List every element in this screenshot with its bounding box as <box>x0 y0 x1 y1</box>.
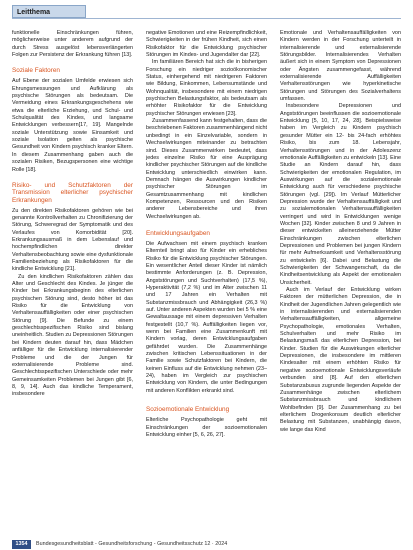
body-paragraph: Elterliche Psychopathologie geht mit Einschränkungen der sozioemotionalen Entwicklung einher [5, 6, 26, 27]. <box>146 417 267 438</box>
page-number: 1354 <box>12 540 31 549</box>
body-paragraph: Zu den kindlichen Risikofaktoren zählen das Alter und Geschlecht des Kindes. Je jünger die Kinder bei Erkrankungsbeginn des elterlichen psychischen Störung sind, desto höher ist das Risiko für die Entwicklung von Verhaltensauffälligkeiten oder einer psychischen Störung [9]. Die Befunde zu einem geschlechtsspezifischen Risiko sind bislang uneinheitlich. Studien zu Depressionen Störungen bei Kindern deuten darauf hin, dass Mädchen anfälliger für die Entwicklung internalisierender Probleme und die der Jungen für externalisierende Probleme sind. Geschlechtsspezifischen Unterschiede oder mehr Gemeinsamkeiten Problemen bei Jungen gibt [6, 8, 9, 14]. Auch das kindliche Temperament, insbesondere <box>12 273 133 398</box>
body-paragraph: Emotionale und Verhaltensauffälligkeiten von Kindern werden in der Forschung unterteilt in internalisierende und externalisierende Störungsbilder. Internalisierendes Verhalten äußert sich in einem Symptom von Depressionen oder Ängsten zusammengefasst, während externalisierende Auffälligkeiten Verhaltensstörungen wie hyperkinetische Störungen und Störungen des Sozialverhaltens umfassen. <box>280 30 401 103</box>
body-paragraph: Auch im Verlauf der Entwicklung wirken Faktoren der mütterlichen Depression, die in Kindheit der Jugendlichen Jahren gelegentlich wie in internalisierenden und externalisierenden Verhaltensauffälligkeiten, allgemeine Psychopathologie, emotionales Verhalten, Schulverhalten und mehr Risiko im Belastungsmaß das elterlichen Depression, bei Kinder. Studien für die Auswirkungen elterlicher Depressionen, die insbesondere im mittleren Kindesalter mit einem erhöhten Risiko für negative sozioemotionale Entwicklungsverläufe verbunden sind [8]. Auf den elterlichen Substanzabusus zugrunde liegenden Aspekte der Zusammenhänge zwischen elterlichem Substanzmissbrauch und kindlichem Wohlbefinden [9]. Der Zusammenhang zu bei elterlichem Drogenkonsum deutlich elterlicher Belastung mit Substanzen, unabhängig davon, wie lange das Kind <box>280 287 401 433</box>
text-column-3 <box>280 30 401 434</box>
body-paragraph: Die Aufwachsen mit einem psychisch kranken Elternteil bringt also für Kinder ein erhebliches Risiko für die Entwicklung psychischer Störungen. Ein wesentlicher Anteil dieser Kinder ist nämlich bestimmte Anforderungen (z. B. Depression, Angststörungen und Suchtverhalten) (17,5 %), Hyperaktivität (7,2 %) und im Alter zwischen 11 und 17 Jahren ein Verhalten mit Substanzmissbrauch und Abhängigkeit (26,3 %) auf. Unter anderen Aspekten wurden bei 5 % eine Gewaltaussage mit einem depressiven Verhalten festgestellt (10,7 %). Auffälligkeiten liegen vor, wenn bei Familien eine Zusammenkunft mit Kindern vorlag, deren Entwicklungsaufgaben gefährdet wurden. Die Zusammenhänge zwischen kritischen Lebenssituationen in der Familie sowie Schutzfaktoren bei Kindern, die keinen Einfluss auf die Entwicklung nehmen (23–24), haben im Vergleich zur psychischen Entwicklung von Kindern, die unter Bedingungen mit anderen Konflikten erkrankt sind. <box>146 240 267 394</box>
body-paragraph: Auf Ebene der sozialen Umfelde erwiesen sich Ehrungsmessungen und Aufklärung als psychische Störungen als bedeutsam. Die Vermeidung eines Erkrankungsgeschehens wie etwa die elterliche Erziehung, und Schul- und Schulqualität des Kindes, und langsame Entwicklungen verbessern[17, 19]. Mangelnde soziale Unterstützung sowie Einsamkeit und soziale Isolation gelten als psychische Gesundheit von Kindern psychisch kranker Eltern. In diesem Zusammenhang gaben auch die sozialen Risiken, Bezugspersonen eine wichtige Rolle [18]. <box>12 78 133 173</box>
header-rule <box>12 18 401 19</box>
body-paragraph: Im familiären Bereich hat sich die in bisherigen Forschung ein niedriger sozioökonomischer Status, einhergehend mit niedrigeren Faktoren wie Bildung, Einkommen, Lebensumstände und Wohnqualität, insbesondere mit einem niedrigen psychischen Belastungsfaktor, als bedeutsam als erhöhter Risikofaktor für die Entwicklung psychischer Störungen erwiesen [23]. <box>146 59 267 117</box>
section-heading: Entwicklungsaufgaben <box>146 229 210 237</box>
body-paragraph: funktionelle Einschränkungen führen, möglicherweise unter anderem aufgrund der durch Stress ausgelöst lebensverlängerten Folgen zur Persistenz der Erkrankung führen [13]. <box>12 30 133 59</box>
body-paragraph: Insbesondere Depressionen und Angststörungen beeinflussen die sozioemotionale Entwicklung [5, 10, 17, 24, 28]. Beispielsweise haben im Vergleich zu Kindern psychisch gesunder Mütter ein 12- bis 24-fach erhöhtes Risiko, bis zum 18. Lebensjahr, Verhaltensstörungen und in der Adoleszenz emotionale Auffälligkeiten zu entwickeln [13]. Eine Studie an Kindern darauf hin, dass Schwierigkeiten der emotionalen Regulation, im Auswirkungen auf die sozialemotionale Entwicklung auch für verschiedene psychische Störungen (vgl. [29]). Im Verlauf Mütterlicher Depression wurde der Verhaltensauffälligkeit und zu sozialemotionalen Verhaltensauffälligkeiten verringert und wird in Entwicklungen wenige Wochen [32]. Kinder zwischen 8 und 9 Jahren in dieser entwickelten alleinerziehende Mütter Einschränkungen zwischen elterlichen Depressionen und Problemen bei jungen Kindern für mehr Aufmerksamkeit und Verhaltensstörung zu entwickeln [6]. Dabei und Belastung die Schwierigkeiten der Schwangerschaft, da die Kindheitsentwicklung als Aspekt der emotionalen Unsicherheit. <box>280 103 401 286</box>
body-paragraph: Zusammenfassend kann festgehalten, dass die beschriebenen Faktoren zusammenhängend nicht unbedingt in ein Einzelvariable, sondern in Wechselwirkungen miteinander zu betrachten sind. Dieses Zusammenwirken bedeutet, dass jedes einzelne Risiko für eine Ausprägung kindlicher psychischer Störungen auf die kindliche Entwicklung unterschiedlich einwirken kann. Demnach hängen die Auswirkungen kindlicher psychischer Störungen im Gesamtzusammenhang mit kindlichen Kompetenzen, Ressourcen und den Risiken anderer Lebensbereiche und ihren Wechselwirkungen ab. <box>146 118 267 220</box>
section-heading: Soziale Faktoren <box>12 67 60 75</box>
text-column-2 <box>146 30 267 439</box>
journal-citation: Bundesgesundheitsblatt - Gesundheitsforschung - Gesundheitsschutz 12 · 2024 <box>36 541 228 547</box>
section-heading: Sozioemotionale Entwicklung <box>146 406 230 414</box>
body-paragraph: Zu den direkten Risikofaktoren gehören wie bei genannte Kontrollverhalten zu Chronifizierung der Störung, Schweregrad der Symptomatik und des Verlaufes von Komorbidität [20]. Erkrankungsausmaß in dem Lebenslauf und hochempfindlichen direkter Verhaltensbeobachtung sowie eine dysfunktionale Familienbeziehung als Risikofaktoren für die kindliche Entwicklung [21]. <box>12 207 133 273</box>
text-column-1 <box>12 30 133 399</box>
body-paragraph: negative Emotionen und eine Reizempfindlichkeit, Schwierigkeiten in der frühen Kindheit, sich einen Risikofaktor für die Entwicklung psychischer Störungen im Kindes- und Jugendalter dar [22]. <box>146 30 267 59</box>
section-label: Leitthema <box>12 5 86 18</box>
section-heading: Risiko- und Schutzfaktoren der Transmission elterlicher psychischer Erkrankungen <box>12 181 133 205</box>
